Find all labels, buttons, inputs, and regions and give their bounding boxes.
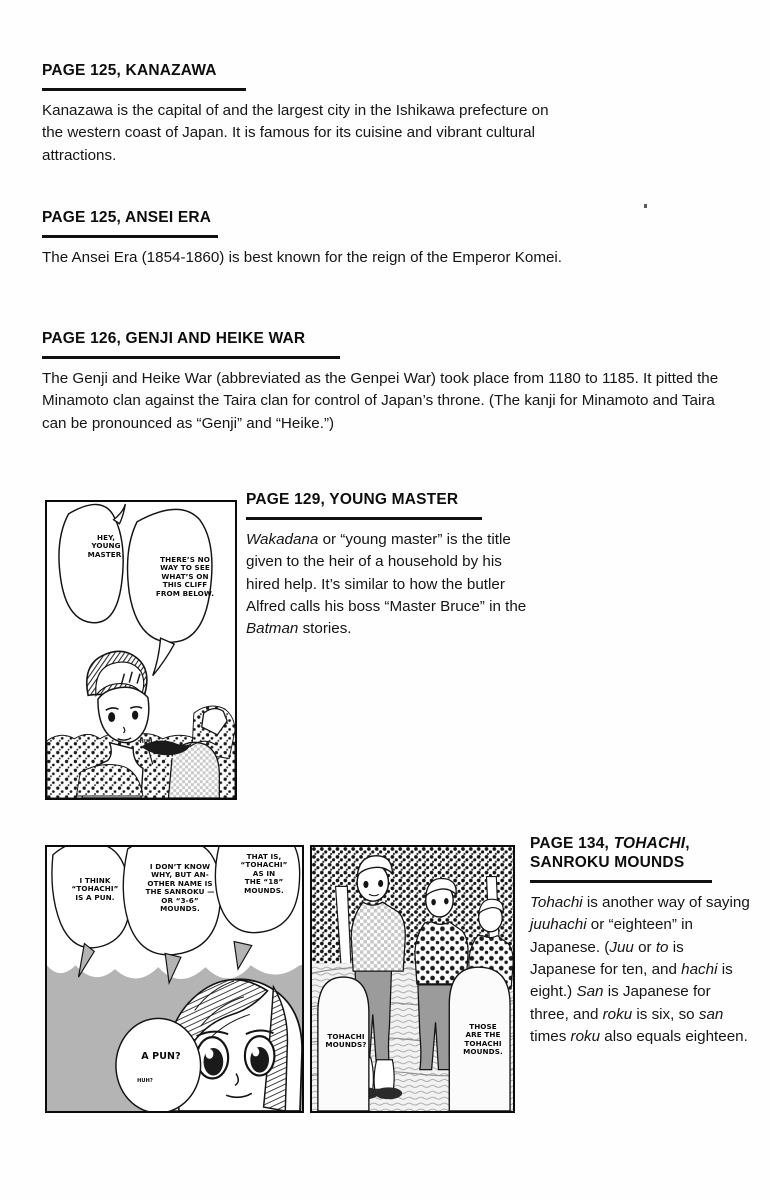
manga-panel-1: [45, 500, 237, 800]
note-tohachi-title: [530, 835, 752, 873]
manga-panel-2a: [45, 845, 304, 1113]
speech-bubble-those-are-tohachi-mounds: THOSE ARE THE TOHACHI MOUNDS.: [463, 1022, 503, 1057]
speech-text-huh-question: HUH?: [137, 1078, 153, 1084]
note-kanazawa: [42, 62, 562, 167]
note-genji-body: The Genji and Heike War (abbreviated as the Genpei War) took place from 1180 to 1185. It pitted the Minamoto clan against the Taira clan for control of Japan’s throne. (The kanji for Minamoto and Taira can be pronounced as “Genji” and “Heike.”): [42, 369, 719, 432]
scan-artifact-speck: [644, 204, 647, 208]
note-ansei-rule: [42, 235, 218, 238]
note-genji-title: PAGE 126, GENJI AND HEIKE WAR: [42, 330, 306, 347]
note-kanazawa-body: Kanazawa is the capital of and the largest city in the Ishikawa prefecture on the western coast of Japan. It is famous for its cuisine and vibrant cultural attractions.: [42, 101, 549, 164]
note-tohachi-rule: [530, 880, 712, 883]
note-young-master-body: Wakadana or “young master” is the title given to the heir of a household by his hired help. It’s similar to how the butler Alfred calls his boss “Master Bruce” in the Batman stories.: [246, 530, 527, 638]
note-tohachi-title-line2: SANROKU MOUNDS: [530, 853, 685, 871]
speech-bubble-tohachi-mounds-question: TOHACHI MOUNDS?: [325, 1032, 367, 1050]
manga-panel-1-artwork: [47, 502, 235, 798]
speech-bubble-a-pun: A PUN?: [141, 1051, 181, 1062]
note-tohachi-title-line1: PAGE 134, TOHACHI,: [530, 835, 690, 852]
manga-panel-2b: [310, 845, 515, 1113]
note-tohachi-sanroku-mounds: [530, 835, 752, 1048]
speech-bubble-no-way-to-see: THERE’S NO WAY TO SEE WHAT’S ON THIS CLIFF FROM BELOW.: [155, 555, 215, 598]
speech-text-huh: HUH...: [139, 739, 159, 745]
note-young-master-rule: [246, 517, 482, 520]
manga-panel-2a-artwork: [47, 847, 302, 1111]
note-genji-heike-war: [42, 330, 722, 435]
speech-bubble-that-is-tohachi-18: THAT IS, “TOHACHI” AS IN THE “18” MOUNDS.: [240, 852, 288, 895]
note-genji-rule: [42, 356, 340, 359]
note-young-master-title: PAGE 129, YOUNG MASTER: [246, 491, 459, 508]
manga-panel-block-young-master: [45, 500, 237, 800]
speech-bubble-sanroku-name: I DON’T KNOW WHY, BUT AN- OTHER NAME IS THE SANROKU — OR “3-6” MOUNDS.: [145, 862, 215, 914]
note-young-master: [246, 491, 528, 641]
manga-panel-2b-artwork: [312, 847, 513, 1111]
note-tohachi-body: Tohachi is another way of saying juuhachi or “eighteen” in Japanese. (Juu or to is Japanese for ten, and hachi is eight.) San is Japanese for three, and roku is six, so san times roku also equals eighteen.: [530, 893, 750, 1045]
note-kanazawa-rule: [42, 88, 246, 91]
note-ansei-era: [42, 209, 642, 269]
speech-bubble-hey-young-master: HEY, YOUNG MASTER.: [87, 533, 125, 559]
speech-bubble-i-think-tohachi-pun: I THINK “TOHACHI” IS A PUN.: [71, 876, 119, 902]
note-ansei-title: PAGE 125, ANSEI ERA: [42, 209, 212, 226]
note-ansei-body: The Ansei Era (1854-1860) is best known for the reign of the Emperor Komei.: [42, 248, 563, 266]
manga-panel-block-tohachi: [45, 845, 515, 1113]
note-kanazawa-title: PAGE 125, KANAZAWA: [42, 62, 217, 79]
